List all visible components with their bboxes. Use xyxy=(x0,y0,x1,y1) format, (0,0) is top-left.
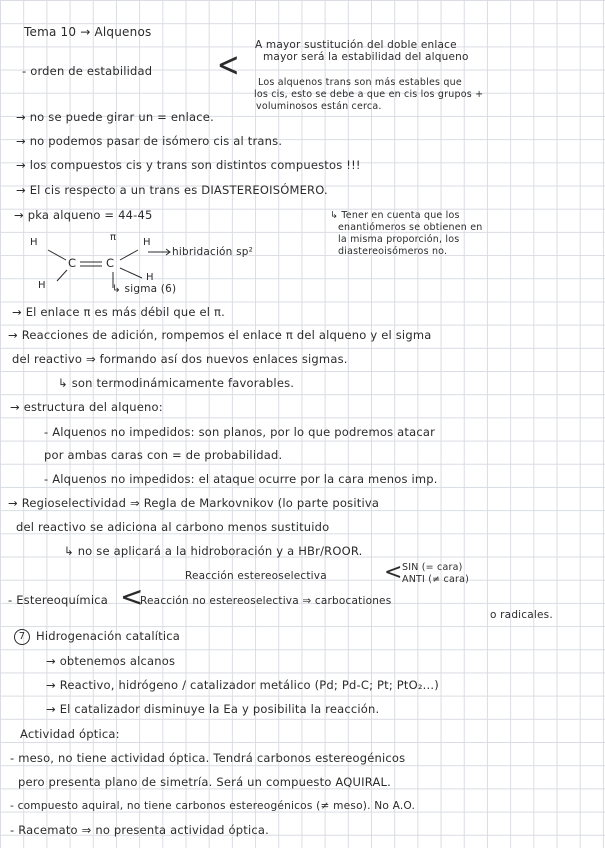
note-regio-2: del reactivo se adiciona al carbono menos sustituido xyxy=(16,520,330,534)
note-regio-3: ↳ no se aplicará a la hidroboración y a HBr/ROOR. xyxy=(64,544,363,558)
radicales-label: o radicales. xyxy=(490,609,553,621)
hidrogenacion-line-1: → obtenemos alcanos xyxy=(46,654,176,668)
note-enantiomeros-3: la misma proporción, los xyxy=(338,234,460,245)
note-no-impedidos-2: por ambas caras con = de probabilidad. xyxy=(44,448,283,462)
note-enantiomeros-1: ↳ Tener en cuenta que los xyxy=(330,210,460,221)
actividad-meso-2: pero presenta plano de simetría. Será un compuesto AQUIRAL. xyxy=(18,775,391,789)
estereoquimica-label: - Estereoquímica xyxy=(8,593,108,607)
estereoselectiva-label: Reacción estereoselectiva xyxy=(185,570,327,582)
bond-h-bottom-left xyxy=(57,270,67,281)
atom-h-bottom-left: H xyxy=(38,280,46,291)
stability-label: - orden de estabilidad xyxy=(22,64,153,78)
stability-a-line1: A mayor sustitución del doble enlace xyxy=(255,39,457,51)
atom-h-top-left: H xyxy=(30,237,38,248)
hidrogenacion-line-3: → El catalizador disminuye la Ea y posibilita la reacción. xyxy=(46,702,380,716)
stability-b-line2: los cis, esto se debe a que en cis los grupos + xyxy=(254,89,484,100)
actividad-aquiral: - compuesto aquiral, no tiene carbonos estereogénicos (≠ meso). No A.O. xyxy=(10,800,416,812)
bond-h-top-left xyxy=(48,250,66,260)
note-diastereo: → El cis respecto a un trans es DIASTEREOISÓMERO. xyxy=(16,183,328,197)
note-no-impedidos-1: - Alquenos no impedidos: son planos, por lo que podremos atacar xyxy=(44,425,436,439)
sin-label: SIN (= cara) xyxy=(402,562,463,573)
note-distintos: → los compuestos cis y trans son distintos compuestos !!! xyxy=(16,158,361,172)
atom-h-bottom-right: H xyxy=(146,272,154,283)
note-estructura: → estructura del alqueno: xyxy=(10,400,163,414)
stability-a-line2: mayor será la estabilidad del alqueno xyxy=(263,51,469,63)
hidrogenacion-line-2: → Reactivo, hidrógeno / catalizador metálico (Pd; Pd-C; Pt; PtO₂...) xyxy=(46,678,439,692)
note-impedidos: - Alquenos no impedidos: el ataque ocurre por la cara menos imp. xyxy=(44,472,438,486)
estereoselectiva-brace: < xyxy=(384,560,403,585)
no-estereoselectiva-label: Reacción no estereoselectiva ⇒ carbocationes xyxy=(140,595,392,607)
note-enantiomeros-2: enantiómeros se obtienen en xyxy=(338,222,483,233)
note-pi-debil: → El enlace π es más débil que el π. xyxy=(12,305,226,319)
note-enantiomeros-4: diastereoisómeros no. xyxy=(338,246,448,257)
note-regio-1: → Regioselectividad ⇒ Regla de Markovnikov (lo parte positiva xyxy=(8,496,380,510)
pi-label: π xyxy=(110,232,117,243)
actividad-meso-1: - meso, no tiene actividad óptica. Tendrá carbonos estereogénicos xyxy=(10,751,406,765)
stability-b-line3: voluminosos están cerca. xyxy=(256,101,382,112)
atom-c-right: C xyxy=(106,256,115,270)
bond-h-top-right xyxy=(120,250,138,260)
note-no-pasar: → no podemos pasar de isómero cis al trans. xyxy=(16,134,283,148)
page-title: Tema 10 → Alquenos xyxy=(24,25,152,39)
note-pka: → pka alqueno = 44-45 xyxy=(14,208,153,222)
note-no-girar: → no se puede girar un = enlace. xyxy=(16,110,214,124)
section-number-badge: 7 xyxy=(14,629,30,645)
sigma-label: ↳ sigma (6) xyxy=(112,283,177,295)
estereoquimica-brace: < xyxy=(120,580,144,613)
brace-symbol: < xyxy=(216,45,240,85)
bond-h-bottom-right xyxy=(120,268,142,278)
actividad-title: Actividad óptica: xyxy=(20,727,120,741)
hidrogenacion-title: Hidrogenación catalítica xyxy=(36,629,181,643)
stability-b-line1: Los alquenos trans son más estables que xyxy=(258,77,462,88)
note-adicion-2: del reactivo ⇒ formando así dos nuevos enlaces sigmas. xyxy=(12,352,348,366)
atom-c-left: C xyxy=(68,256,77,270)
actividad-racemato: - Racemato ⇒ no presenta actividad óptica. xyxy=(10,823,269,837)
note-adicion-1: → Reacciones de adición, rompemos el enlace π del alqueno y el sigma xyxy=(8,328,432,342)
anti-label: ANTI (≠ cara) xyxy=(402,574,469,585)
hibridacion-label: hibridación sp² xyxy=(172,246,254,258)
note-adicion-3: ↳ son termodinámicamente favorables. xyxy=(58,376,295,390)
atom-h-top-right: H xyxy=(143,237,151,248)
